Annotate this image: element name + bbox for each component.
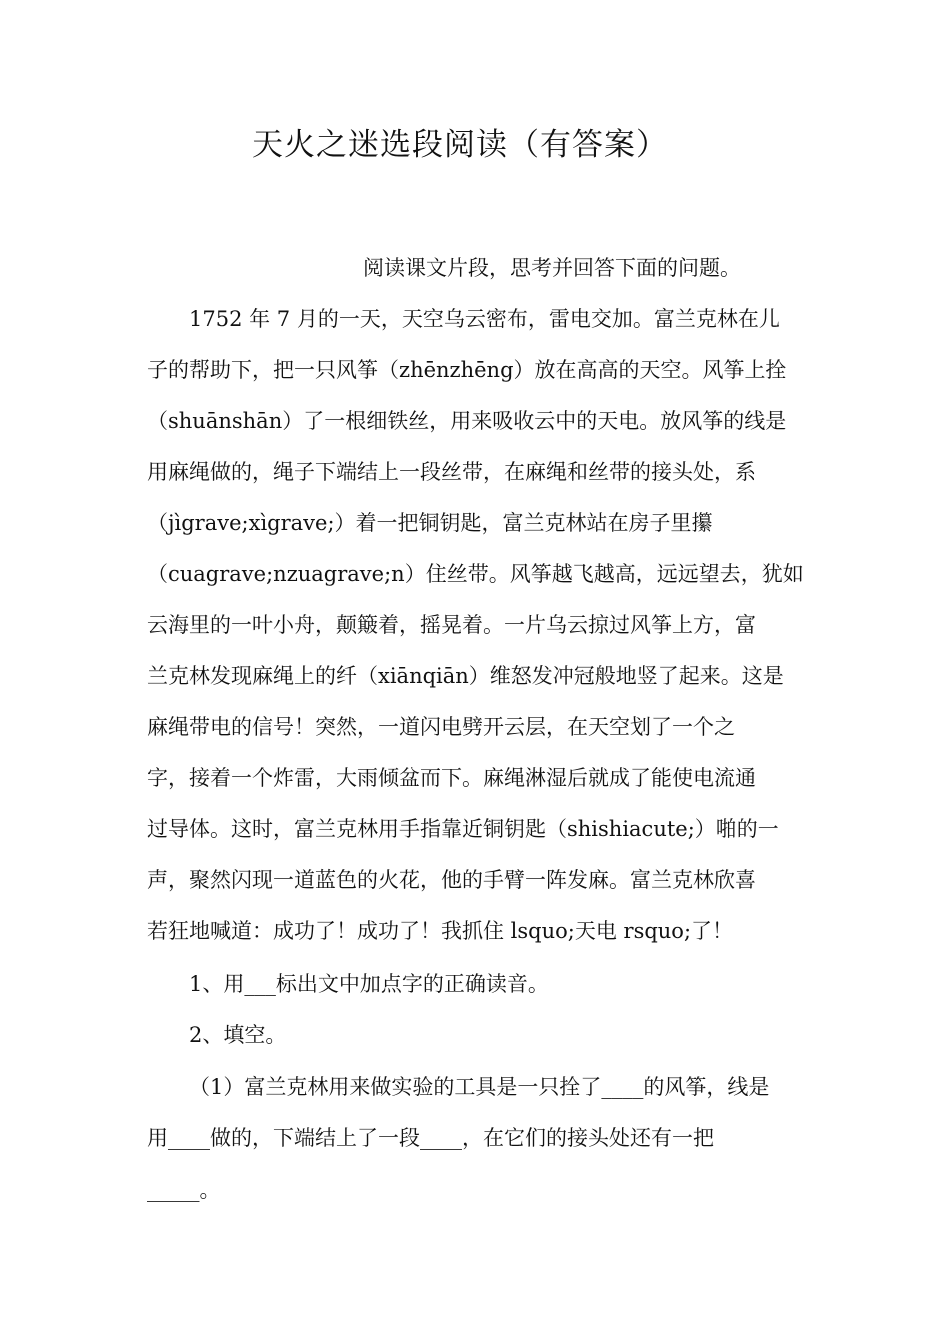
question-2-1-line: 用____做的，下端结上了一段____，在它们的接头处还有一把 [147,1126,714,1150]
passage-line: 兰克林发现麻绳上的纤（xiānqiān）维怒发冲冠般地竖了起来。这是 [147,664,784,688]
question-2-1-line: （1）富兰克林用来做实验的工具是一只拴了____的风筝，线是 [189,1075,770,1099]
instruction-text: 阅读课文片段，思考并回答下面的问题。 [363,256,741,280]
document-title: 天火之迷选段阅读（有答案） [252,127,668,163]
passage-line: （shuānshān）了一根细铁丝，用来吸收云中的天电。放风筝的线是 [147,409,787,433]
passage-line: （cuagrave;nzuagrave;n）住丝带。风筝越飞越高，远远望去，犹如 [147,562,804,586]
question-2: 2、填空。 [189,1023,287,1047]
passage-line: 子的帮助下，把一只风筝（zhēnzhēng）放在高高的天空。风筝上拴 [147,358,787,382]
passage-line: （jìgrave;xìgrave;）着一把铜钥匙，富兰克林站在房子里攥 [147,511,713,535]
passage-line: 过导体。这时，富兰克林用手指靠近铜钥匙（shishiacute;）啪的一 [147,817,779,841]
passage-line: 麻绳带电的信号！突然，一道闪电劈开云层，在天空划了一个之 [147,715,735,739]
passage-line: 若狂地喊道：成功了！成功了！我抓住 lsquo;天电 rsquo;了！ [147,919,734,943]
passage-line: 字，接着一个炸雷，大雨倾盆而下。麻绳淋湿后就成了能使电流通 [147,766,756,790]
passage-line: 云海里的一叶小舟，颠簸着，摇晃着。一片乌云掠过风筝上方，富 [147,613,756,637]
question-1: 1、用___标出文中加点字的正确读音。 [189,972,549,996]
passage-line: 1752 年 7 月的一天，天空乌云密布，雷电交加。富兰克林在儿 [189,307,780,331]
question-2-1-line: _____。 [147,1178,221,1202]
passage-line: 声，聚然闪现一道蓝色的火花，他的手臂一阵发麻。富兰克林欣喜 [147,868,756,892]
passage-line: 用麻绳做的，绳子下端结上一段丝带，在麻绳和丝带的接头处，系 [147,460,756,484]
